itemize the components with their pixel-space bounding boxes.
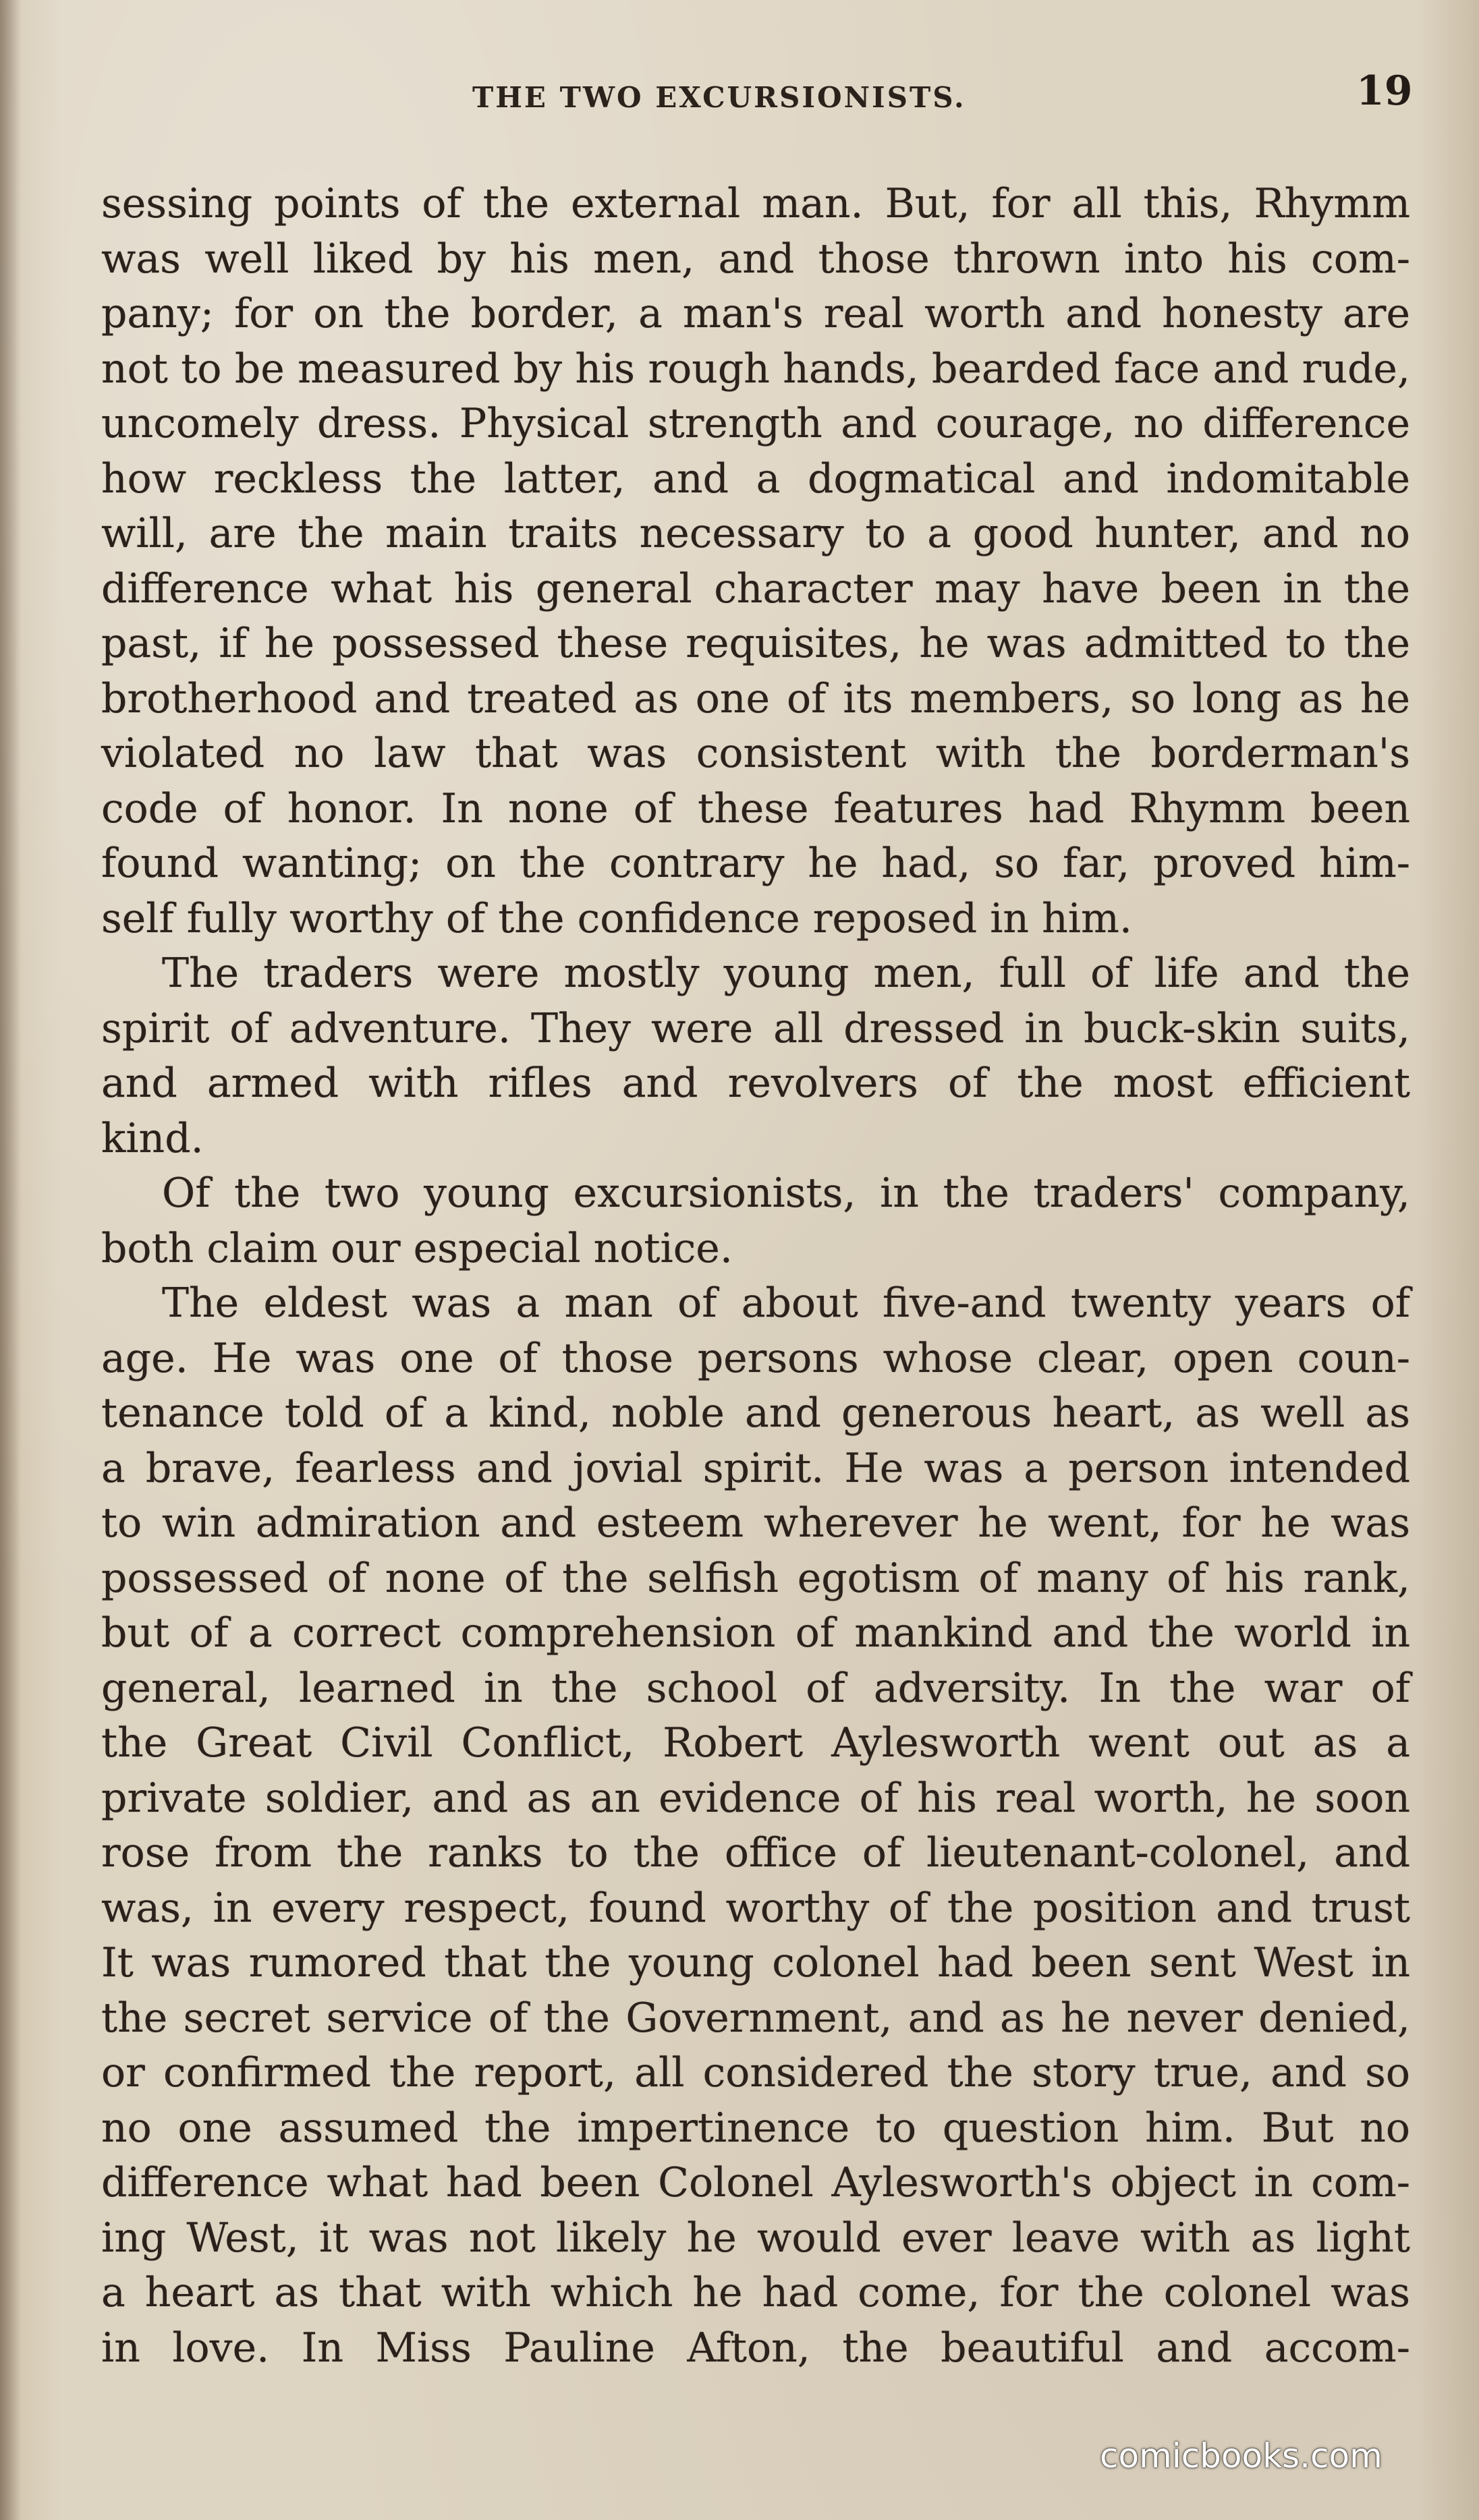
text-line: tenance told of a kind, noble and generous heart, as well as (101, 1390, 1410, 1437)
text-line: Of the two young excursionists, in the traders' company, (162, 1170, 1410, 1217)
text-line: not to be measured by his rough hands, bearded face and rude, (101, 345, 1410, 393)
text-line: a brave, fearless and jovial spirit. He was a person intended (101, 1444, 1410, 1492)
text-line: age. He was one of those persons whose clear, open coun- (101, 1334, 1410, 1382)
text-line: violated no law that was consistent with the borderman's (101, 730, 1410, 777)
text-line: rose from the ranks to the office of lieutenant-colonel, and (101, 1829, 1410, 1877)
text-line: The eldest was a man of about five-and twenty years of (162, 1280, 1410, 1327)
text-line: both claim our especial notice. (101, 1224, 733, 1272)
text-line: The traders were mostly young men, full of life and the (162, 950, 1410, 997)
text-line: uncomely dress. Physical strength and courage, no difference (101, 400, 1410, 447)
body-text (101, 177, 1410, 2376)
text-line: sessing points of the external man. But, for all this, Rhymm (101, 180, 1410, 227)
text-line: kind. (101, 1114, 204, 1162)
page-number: 19 (1356, 67, 1413, 115)
text-line: the Great Civil Conflict, Robert Aylesworth went out as a (101, 1719, 1410, 1767)
text-line: difference what had been Colonel Aylesworth's object in com- (101, 2159, 1410, 2206)
text-line: brotherhood and treated as one of its members, so long as he (101, 675, 1410, 722)
text-line: pany; for on the border, a man's real worth and honesty are (101, 290, 1410, 337)
text-line: but of a correct comprehension of mankind and the world in (101, 1609, 1410, 1657)
text-line: general, learned in the school of adversity. In the war of (101, 1664, 1410, 1712)
text-line: how reckless the latter, and a dogmatical and indomitable (101, 455, 1410, 503)
text-line: code of honor. In none of these features had Rhymm been (101, 784, 1410, 832)
text-line: private soldier, and as an evidence of his real worth, he soon (101, 1774, 1410, 1822)
text-line: the secret service of the Government, and as he never denied, (101, 1994, 1410, 2042)
text-line: past, if he possessed these requisites, he was admitted to the (101, 620, 1410, 667)
text-line: to win admiration and esteem wherever he went, for he was (101, 1499, 1410, 1547)
text-line: self fully worthy of the confidence reposed in him. (101, 894, 1132, 942)
text-line: spirit of adventure. They were all dressed in buck-skin suits, (101, 1004, 1410, 1052)
text-line: in love. In Miss Pauline Afton, the beautiful and accom- (101, 2324, 1410, 2372)
watermark-link[interactable]: comicbooks.com (1100, 2436, 1383, 2475)
text-line: difference what his general character may have been in the (101, 565, 1410, 612)
text-line: no one assumed the impertinence to question him. But no (101, 2104, 1410, 2152)
text-line: a heart as that with which he had come, for the colonel was (101, 2269, 1410, 2316)
text-line: found wanting; on the contrary he had, so far, proved him- (101, 840, 1410, 887)
text-line: was well liked by his men, and those thrown into his com- (101, 235, 1410, 283)
text-line: was, in every respect, found worthy of the position and trust (101, 1884, 1410, 1932)
text-line: will, are the main traits necessary to a good hunter, and no (101, 510, 1410, 557)
spine-shadow (0, 0, 22, 2520)
text-line: possessed of none of the selfish egotism of many of his rank, (101, 1554, 1410, 1602)
text-line: It was rumored that the young colonel had been sent West in (101, 1939, 1410, 1986)
text-line: ing West, it was not likely he would ever leave with as light (101, 2214, 1410, 2262)
text-line: and armed with rifles and revolvers of the most efficient (101, 1060, 1410, 1107)
text-line: or confirmed the report, all considered the story true, and so (101, 2049, 1410, 2096)
running-head-title: THE TWO EXCURSIONISTS. (472, 81, 966, 114)
